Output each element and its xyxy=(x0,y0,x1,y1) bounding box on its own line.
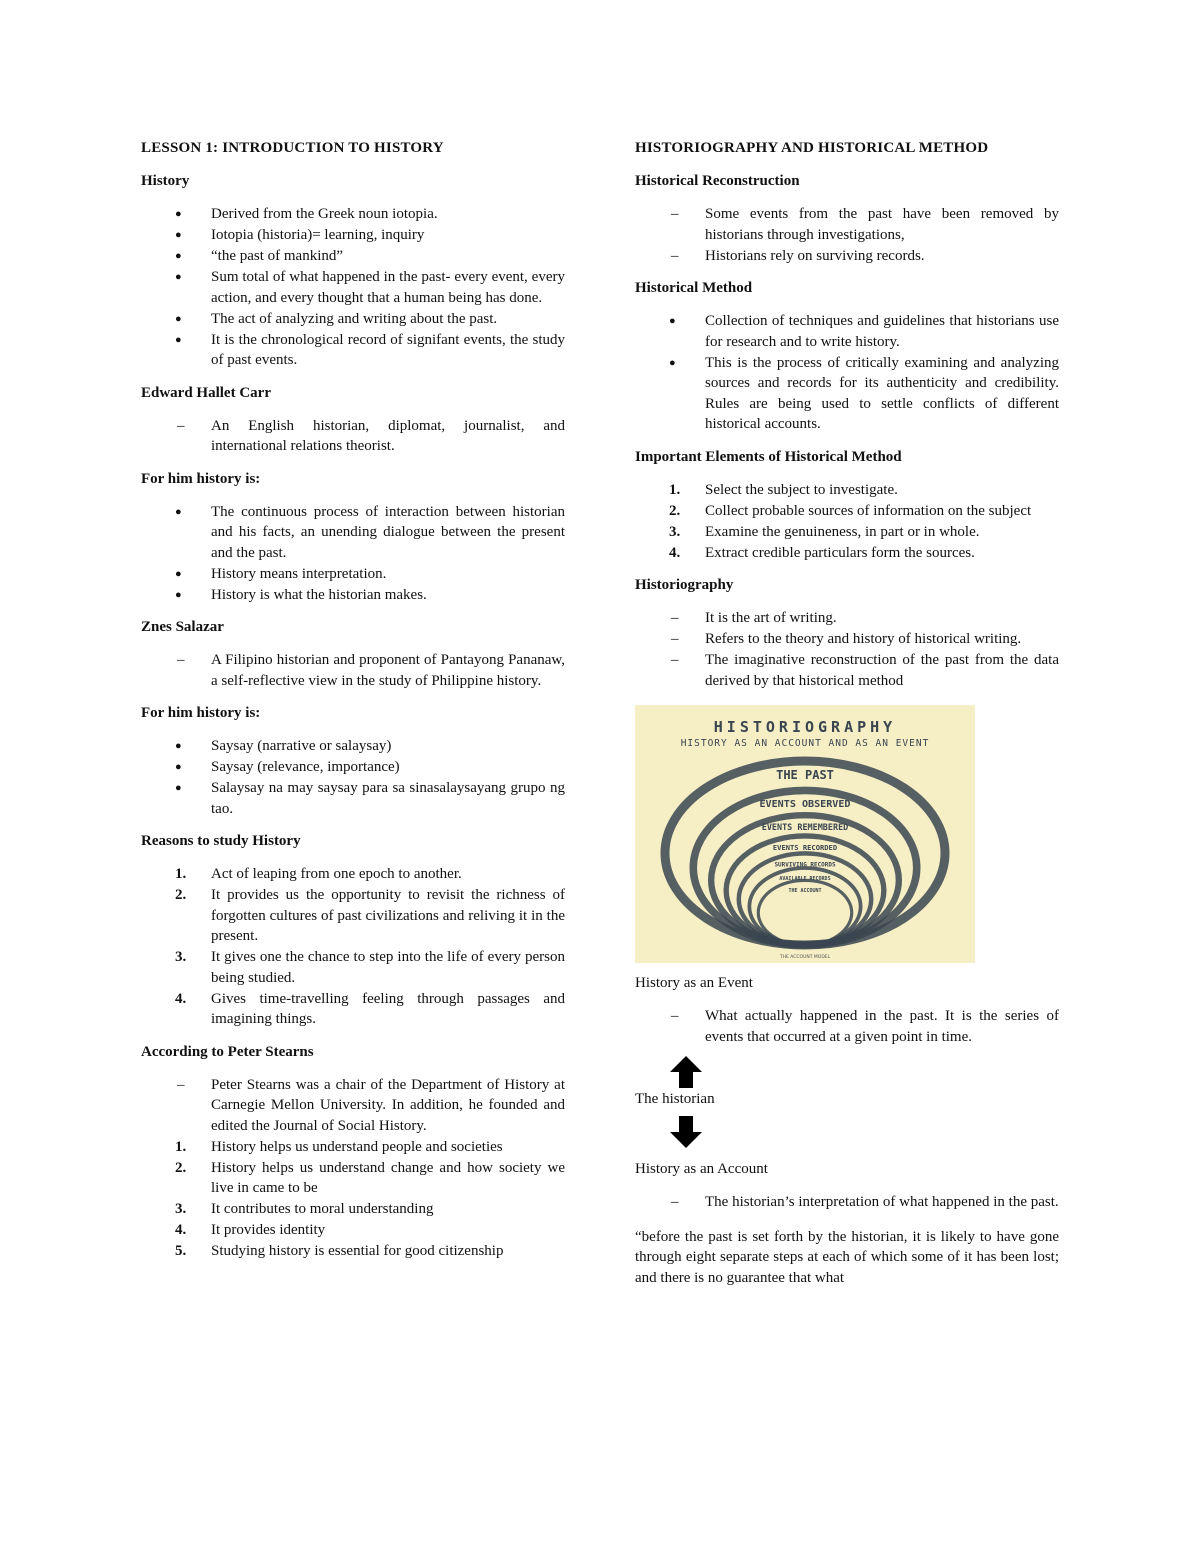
list-item-text: Select the subject to investigate. xyxy=(705,481,898,498)
reasons-list xyxy=(141,864,565,1030)
dash-icon: – xyxy=(671,247,679,264)
historiography-figure xyxy=(635,705,975,963)
list-item-text: Collection of techniques and guidelines that historians use for research and to write history. xyxy=(705,313,1059,350)
list-item-text: It provides identity xyxy=(211,1222,326,1238)
list-item xyxy=(635,543,1059,564)
list-item xyxy=(635,522,1059,543)
bullet-icon: ● xyxy=(175,588,182,601)
list-item-text: Saysay (relevance, importance) xyxy=(211,759,400,775)
list-item xyxy=(635,1006,1059,1047)
arrow-down-icon xyxy=(669,1115,703,1149)
list-item xyxy=(635,311,1059,352)
arrow-up-icon xyxy=(669,1055,703,1089)
list-item-text: Salaysay na may saysay para sa sinasalaysayang grupo ng tao. xyxy=(211,780,565,817)
bullet-icon: ● xyxy=(175,229,182,241)
list-number: 2. xyxy=(669,502,681,519)
figure-subtitle: HISTORY AS AN ACCOUNT AND AS AN EVENT xyxy=(680,738,930,749)
list-item-text: History helps us understand change and how society we live in came to be xyxy=(211,1159,565,1196)
history-heading: History xyxy=(141,173,190,189)
list-item-text: Peter Stearns was a chair of the Department of History at Carnegie Mellon University. In addition, he founded and edited the Journal of Social History. xyxy=(211,1076,565,1134)
bullet-icon: ● xyxy=(669,356,676,369)
list-item xyxy=(141,267,565,308)
list-item xyxy=(141,885,565,947)
historian-label: The historian xyxy=(635,1091,715,1107)
list-item-text: The continuous process of interaction between historian and his facts, an unending dialogue between the present and the past. xyxy=(211,503,565,561)
list-item-text: It is the art of writing. xyxy=(705,610,837,626)
dash-icon: – xyxy=(177,417,185,434)
event-list xyxy=(635,1006,1059,1047)
list-number: 5. xyxy=(175,1243,187,1259)
list-item xyxy=(141,1075,565,1137)
list-number: 1. xyxy=(175,1138,187,1155)
list-item xyxy=(141,246,565,267)
list-item xyxy=(141,585,565,606)
list-item xyxy=(141,204,565,225)
list-item-text: Gives time-travelling feeling through passages and imagining things. xyxy=(211,990,565,1027)
bullet-icon: ● xyxy=(175,505,182,518)
salazar-heading: Znes Salazar xyxy=(141,619,224,635)
method-heading: Historical Method xyxy=(635,280,753,296)
list-item-text: Derived from the Greek noun iotopia. xyxy=(211,206,438,222)
list-number: 1. xyxy=(669,481,681,498)
list-item-text: History means interpretation. xyxy=(211,565,387,582)
list-item xyxy=(141,778,565,819)
dash-icon: – xyxy=(671,610,679,626)
salazar-for-him-heading: For him history is: xyxy=(141,705,261,721)
carr-heading: Edward Hallet Carr xyxy=(141,384,271,401)
bullet-icon: ● xyxy=(175,782,182,794)
list-item xyxy=(141,502,565,564)
reconstruction-heading: Historical Reconstruction xyxy=(635,173,800,189)
list-item xyxy=(635,353,1059,435)
bullet-icon: ● xyxy=(175,740,182,752)
bullet-icon: ● xyxy=(175,250,182,262)
list-item-text: Examine the genuineness, in part or in whole. xyxy=(705,523,980,540)
list-item-text: A Filipino historian and proponent of Pantayong Pananaw, a self-reflective view in the study of Philippine history. xyxy=(211,652,565,689)
list-number: 2. xyxy=(175,1159,187,1176)
list-item-text: Iotopia (historia)= learning, inquiry xyxy=(211,227,425,243)
list-number: 3. xyxy=(175,949,187,965)
list-item-text: Collect probable sources of information on the subject xyxy=(705,502,1032,519)
bullet-icon: ● xyxy=(175,312,182,325)
bullet-icon: ● xyxy=(175,761,182,773)
account-list xyxy=(635,1192,1059,1213)
historiography-heading: Historiography xyxy=(635,577,734,593)
list-item xyxy=(635,1192,1059,1213)
figure-ring-label: EVENTS REMEMBERED xyxy=(761,822,849,833)
list-item-text: “the past of mankind” xyxy=(211,248,344,264)
salazar-history-list xyxy=(141,736,565,819)
dash-icon: – xyxy=(671,631,679,647)
figure-title: HISTORIOGRAPHY xyxy=(713,718,897,736)
list-item-text: Saysay (narrative or salaysay) xyxy=(211,738,392,754)
elements-heading: Important Elements of Historical Method xyxy=(635,448,902,465)
list-item-text: An English historian, diplomat, journalist, and international relations theorist. xyxy=(211,417,565,454)
event-label: History as an Event xyxy=(635,975,753,991)
bullet-icon: ● xyxy=(175,333,182,346)
bullet-icon: ● xyxy=(175,271,182,283)
section-title: HISTORIOGRAPHY AND HISTORICAL METHOD xyxy=(635,140,989,156)
list-item-text: It provides us the opportunity to revisit the richness of forgotten cultures of past civilizations and reliving it in the present. xyxy=(211,887,565,944)
dash-icon: – xyxy=(671,1194,679,1210)
list-number: 3. xyxy=(669,523,681,540)
list-item-text: It contributes to moral understanding xyxy=(211,1201,434,1217)
list-number: 4. xyxy=(175,1222,187,1238)
list-item-text: History helps us understand people and societies xyxy=(211,1138,503,1155)
dash-icon: – xyxy=(671,206,679,222)
list-item-text: Refers to the theory and history of historical writing. xyxy=(705,631,1022,647)
list-item xyxy=(141,564,565,585)
dash-icon: – xyxy=(177,652,185,668)
stearns-list xyxy=(141,1075,565,1137)
carr-list xyxy=(141,416,565,457)
list-item-text: The imaginative reconstruction of the past from the data derived by that historical method xyxy=(705,652,1059,689)
list-number: 4. xyxy=(669,544,681,561)
stearns-quote: “before the past is set forth by the historian, it is likely to have gone through eight separate steps at each of which some of it has been lost; and there is no guarantee that what xyxy=(635,1228,1059,1286)
list-number: 3. xyxy=(175,1201,187,1217)
list-item xyxy=(141,1241,565,1262)
list-item xyxy=(141,1220,565,1241)
list-item xyxy=(141,757,565,778)
list-item-text: Studying history is essential for good citizenship xyxy=(211,1243,504,1259)
list-item xyxy=(635,608,1059,629)
bullet-icon: ● xyxy=(175,567,182,580)
list-item-text: It gives one the chance to step into the life of every person being studied. xyxy=(211,949,565,986)
list-item-text: What actually happened in the past. It is the series of events that occurred at a given point in time. xyxy=(705,1008,1059,1045)
dash-icon: – xyxy=(177,1076,185,1093)
reasons-heading: Reasons to study History xyxy=(141,833,301,849)
list-item-text: Sum total of what happened in the past- every event, every action, and every thought that a human being has done. xyxy=(211,269,565,306)
method-list xyxy=(635,311,1059,435)
list-item xyxy=(635,246,1059,267)
list-number: 2. xyxy=(175,887,187,903)
list-item-text: Extract credible particulars form the sources. xyxy=(705,544,975,561)
stearns-heading: According to Peter Stearns xyxy=(141,1043,314,1060)
list-item xyxy=(141,1158,565,1199)
figure-ring-label: SURVIVING RECORDS xyxy=(774,861,836,869)
history-list xyxy=(141,204,565,371)
list-item-text: Act of leaping from one epoch to another. xyxy=(211,866,462,882)
list-item xyxy=(141,416,565,457)
right-column xyxy=(635,140,1059,1288)
list-item xyxy=(141,1137,565,1158)
list-item xyxy=(141,225,565,246)
figure-ring-label: THE PAST xyxy=(776,768,834,782)
reconstruction-list xyxy=(635,204,1059,266)
historiography-figure-svg xyxy=(635,705,975,963)
list-item-text: The historian’s interpretation of what happened in the past. xyxy=(705,1194,1059,1210)
bullet-icon: ● xyxy=(175,208,182,220)
carr-for-him-heading: For him history is: xyxy=(141,470,261,487)
dash-icon: – xyxy=(671,652,679,668)
lesson-title: LESSON 1: INTRODUCTION TO HISTORY xyxy=(141,140,444,156)
list-item xyxy=(141,864,565,885)
figure-caption: THE ACCOUNT MODEL xyxy=(779,955,831,960)
list-item xyxy=(141,309,565,330)
list-item xyxy=(141,989,565,1030)
list-item-text: This is the process of critically examining and analyzing sources and records for its authenticity and credibility. Rules are being used to settle conflicts of different historical accounts. xyxy=(705,354,1059,432)
list-item xyxy=(635,204,1059,245)
list-item xyxy=(141,947,565,988)
list-item-text: History is what the historian makes. xyxy=(211,586,427,603)
list-item-text: The act of analyzing and writing about the past. xyxy=(211,310,498,327)
left-column xyxy=(141,140,565,1276)
list-item xyxy=(141,1199,565,1220)
dash-icon: – xyxy=(671,1008,679,1024)
list-item xyxy=(141,736,565,757)
salazar-list xyxy=(141,650,565,691)
list-item-text: Some events from the past have been removed by historians through investigations, xyxy=(705,206,1059,243)
bullet-icon: ● xyxy=(669,315,676,327)
stearns-numbered-list xyxy=(141,1137,565,1262)
list-number: 4. xyxy=(175,990,187,1007)
carr-history-list xyxy=(141,502,565,606)
figure-ring-label: EVENTS OBSERVED xyxy=(759,798,851,810)
list-item-text: It is the chronological record of signifant events, the study of past events. xyxy=(211,331,565,368)
list-item xyxy=(141,650,565,691)
historiography-list xyxy=(635,608,1059,691)
list-item xyxy=(635,480,1059,501)
list-item xyxy=(141,330,565,371)
historian-arrows xyxy=(635,1055,1059,1175)
list-item xyxy=(635,629,1059,650)
figure-ring-label: EVENTS RECORDED xyxy=(772,842,838,852)
list-item xyxy=(635,650,1059,691)
figure-ring-label: THE ACCOUNT xyxy=(788,887,822,894)
elements-list xyxy=(635,480,1059,564)
account-label: History as an Account xyxy=(635,1161,768,1177)
figure-ring-label: AVAILABLE RECORDS xyxy=(779,876,831,883)
list-number: 1. xyxy=(175,866,187,882)
list-item xyxy=(635,501,1059,522)
list-item-text: Historians rely on surviving records. xyxy=(705,247,925,264)
